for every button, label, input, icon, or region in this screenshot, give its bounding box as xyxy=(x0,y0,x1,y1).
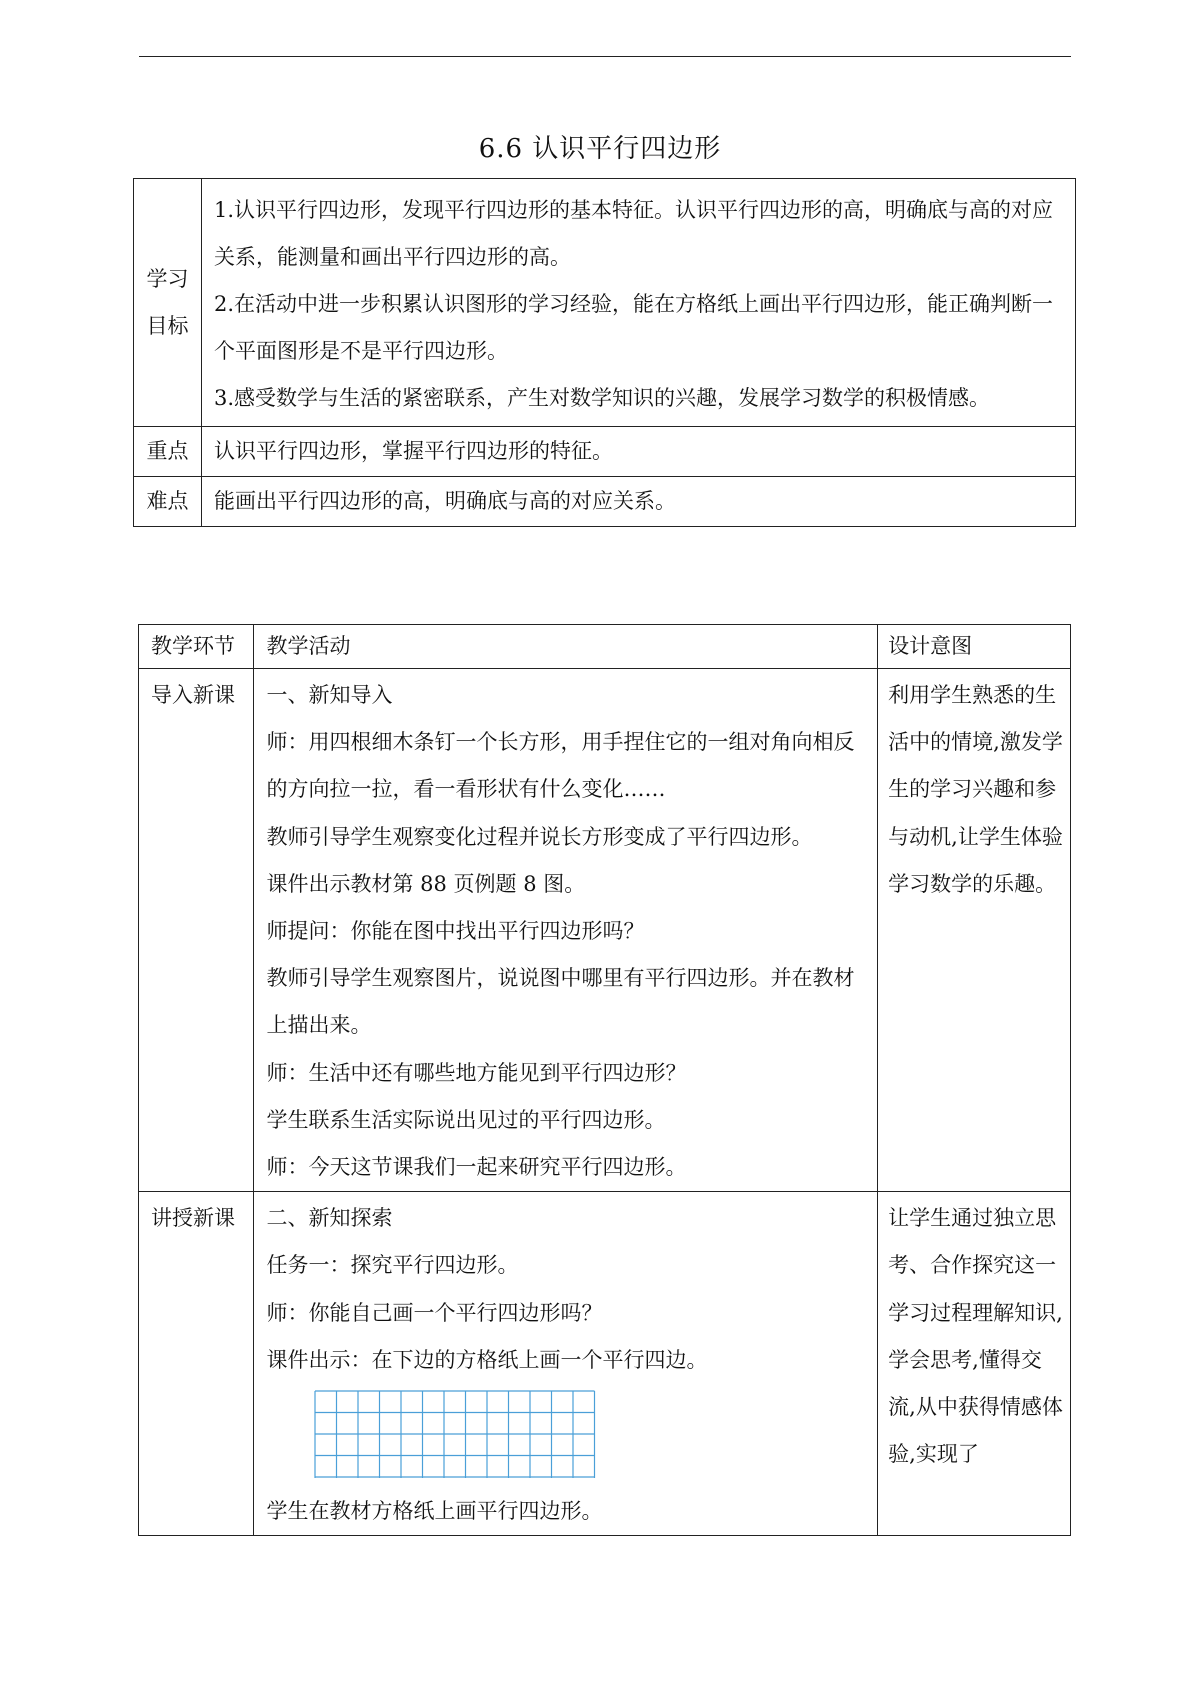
activity-line: 学生联系生活实际说出见过的平行四边形。 xyxy=(266,1107,666,1132)
stage-cell: 导入新课 xyxy=(139,669,254,1192)
activity-line: 课件出示教材第 88 页例题 8 图。 xyxy=(266,871,586,896)
objective-item: 1.认识平行四边形，发现平行四边形的基本特征。认识平行四边形的高，明确底与高的对应关系，能测量和画出平行四边形的高。 xyxy=(214,198,1054,269)
header-intent: 设计意图 xyxy=(878,625,1071,669)
header-stage: 教学环节 xyxy=(139,625,254,669)
activity-line: 师提问：你能在图中找出平行四边形吗？ xyxy=(266,919,645,944)
objective-item: 2.在活动中进一步积累认识图形的学习经验，能在方格纸上画出平行四边形，能正确判断一个平面图形是不是平行四边形。 xyxy=(214,292,1054,363)
header-rule xyxy=(139,56,1071,57)
table-row xyxy=(139,669,1071,1192)
intent-cell: 让学生通过独立思考、合作探究这一学习过程理解知识,学会思考,懂得交流,从中获得情感体验,实现了 xyxy=(878,1192,1071,1536)
difficulty-row xyxy=(134,477,1076,527)
activity-line: 教师引导学生观察图片，说说图中哪里有平行四边形。并在教材上描出来。 xyxy=(266,966,855,1038)
objective-item: 3.感受数学与生活的紧密联系，产生对数学知识的兴趣，发展学习数学的积极情感。 xyxy=(214,386,991,410)
difficulty-text: 能画出平行四边形的高，明确底与高的对应关系。 xyxy=(202,477,1076,527)
objectives-label-line: 学习 xyxy=(146,266,189,291)
intent-cell: 利用学生熟悉的生活中的情境,激发学生的学习兴趣和参与动机,让学生体验学习数学的乐趣。 xyxy=(878,669,1071,1192)
key-point-label: 重点 xyxy=(134,427,202,477)
activity-line: 师：今天这节课我们一起来研究平行四边形。 xyxy=(266,1155,687,1180)
square-grid xyxy=(314,1390,596,1478)
difficulty-label: 难点 xyxy=(134,477,202,527)
activity-line: 师：生活中还有哪些地方能见到平行四边形？ xyxy=(266,1060,687,1085)
activity-line: 师：用四根细木条钉一个长方形，用手捏住它的一组对角向相反的方向拉一拉，看一看形状有什么变化…… xyxy=(266,730,855,802)
activity-line: 师：你能自己画一个平行四边形吗？ xyxy=(266,1300,603,1325)
activity-line: 一、新知导入 xyxy=(266,683,393,707)
teaching-process-table xyxy=(138,624,1071,1536)
square-grid-figure xyxy=(266,1384,869,1488)
objectives-body xyxy=(202,179,1076,427)
stage-cell: 讲授新课 xyxy=(139,1192,254,1536)
header-activity: 教学活动 xyxy=(254,625,878,669)
activity-line: 二、新知探索 xyxy=(266,1206,393,1231)
objectives-table xyxy=(133,178,1076,527)
key-point-row xyxy=(134,427,1076,477)
key-point-text: 认识平行四边形，掌握平行四边形的特征。 xyxy=(202,427,1076,477)
activity-line: 教师引导学生观察变化过程并说长方形变成了平行四边形。 xyxy=(266,824,813,849)
activity-line: 学生在教材方格纸上画平行四边形。 xyxy=(266,1499,603,1524)
activity-cell xyxy=(254,669,878,1192)
activity-line: 课件出示：在下边的方格纸上画一个平行四边。 xyxy=(266,1347,708,1372)
table-header-row xyxy=(139,625,1071,669)
activity-line: 任务一：探究平行四边形。 xyxy=(266,1253,519,1278)
table-row xyxy=(139,1192,1071,1536)
lesson-title: 6.6 认识平行四边形 xyxy=(478,134,722,164)
activity-cell xyxy=(254,1192,878,1536)
objectives-label-line: 目标 xyxy=(146,313,189,338)
objectives-label xyxy=(134,179,202,427)
objectives-row xyxy=(134,179,1076,427)
